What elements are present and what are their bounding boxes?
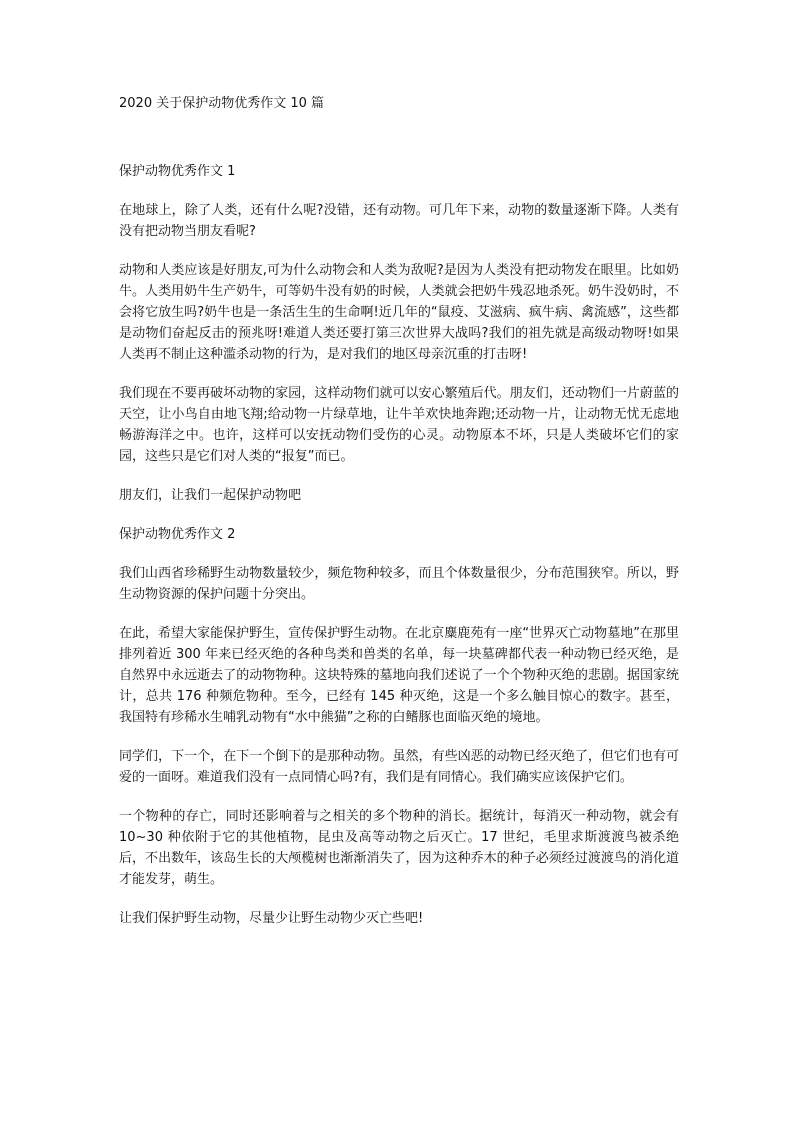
paragraph: 一个物种的存亡，同时还影响着与之相关的多个物种的消长。据统计，每消灭一种动物，就会有 10~30 种依附于它的其他植物，昆虫及高等动物之后灭亡。17 世纪，毛里求斯渡渡鸟被杀绝后，不出数年，该岛生长的大颅榄树也渐渐消失了，因为这种乔木的种子必须经过渡渡鸟的消化道才能发芽，萌生。 — [119, 809, 679, 887]
paragraph: 在地球上，除了人类，还有什么呢?没错，还有动物。可几年下来，动物的数量逐渐下降。人类有没有把动物当朋友看呢? — [119, 203, 679, 239]
paragraph: 动物和人类应该是好朋友,可为什么动物会和人类为敌呢?是因为人类没有把动物发在眼里。比如奶牛。人类用奶牛生产奶牛，可等奶牛没有奶的时候，人类就会把奶牛残忍地杀死。奶牛没奶时，不会将它放生吗?奶牛也是一条活生生的生命啊!近几年的“鼠疫、艾滋病、疯牛病、禽流感”，这些都是动物们奋起反击的预兆呀!难道人类还要打第三次世界大战吗?我们的祖先就是高级动物呀!如果人类再不制止这种滥杀动物的行为，是对我们的地区母亲沉重的打击呀! — [119, 263, 679, 362]
essay-section-1 — [119, 161, 679, 506]
document-title: 2020 关于保护动物优秀作文 10 篇 — [119, 96, 325, 111]
essay-section-2 — [119, 524, 679, 929]
section-heading: 保护动物优秀作文 1 — [119, 164, 236, 179]
paragraph: 同学们，下一个，在下一个倒下的是那种动物。虽然，有些凶恶的动物已经灭绝了，但它们也有可爱的一面呀。难道我们没有一点同情心吗?有，我们是有同情心。我们确实应该保护它们。 — [119, 749, 679, 785]
paragraph: 在此，希望大家能保护野生，宣传保护野生动物。在北京麋鹿苑有一座“世界灭亡动物墓地”在那里排列着近 300 年来已经灭绝的各种鸟类和兽类的名单，每一块墓碑都代表一种动物已经灭绝，是自然界中永远逝去了的动物物种。这块特殊的墓地向我们述说了一个个物种灭绝的悲剧。据国家统计，总共 176 种频危物种。至今，已经有 145 种灭绝，这是一个多么触目惊心的数字。甚至，我国特有珍稀水生哺乳动物有“水中熊猫”之称的白鳍豚也面临灭绝的境地。 — [119, 626, 679, 725]
paragraph: 我们山西省珍稀野生动物数量较少，频危物种较多，而且个体数量很少，分布范围狭窄。所以，野生动物资源的保护问题十分突出。 — [119, 566, 679, 602]
paragraph: 我们现在不要再破坏动物的家园，这样动物们就可以安心繁殖后代。朋友们，还动物们一片蔚蓝的天空，让小鸟自由地飞翔;给动物一片绿草地，让牛羊欢快地奔跑;还动物一片，让动物无忧无虑地畅游海洋之中。也许，这样可以安抚动物们受伤的心灵。动物原本不坏，只是人类破坏它们的家园，这些只是它们对人类的“报复”而已。 — [119, 386, 679, 464]
document-body — [119, 93, 679, 947]
section-heading: 保护动物优秀作文 2 — [119, 527, 236, 542]
paragraph: 朋友们，让我们一起保护动物吧 — [119, 488, 302, 503]
paragraph: 让我们保护野生动物，尽量少让野生动物少灭亡些吧! — [119, 911, 424, 926]
